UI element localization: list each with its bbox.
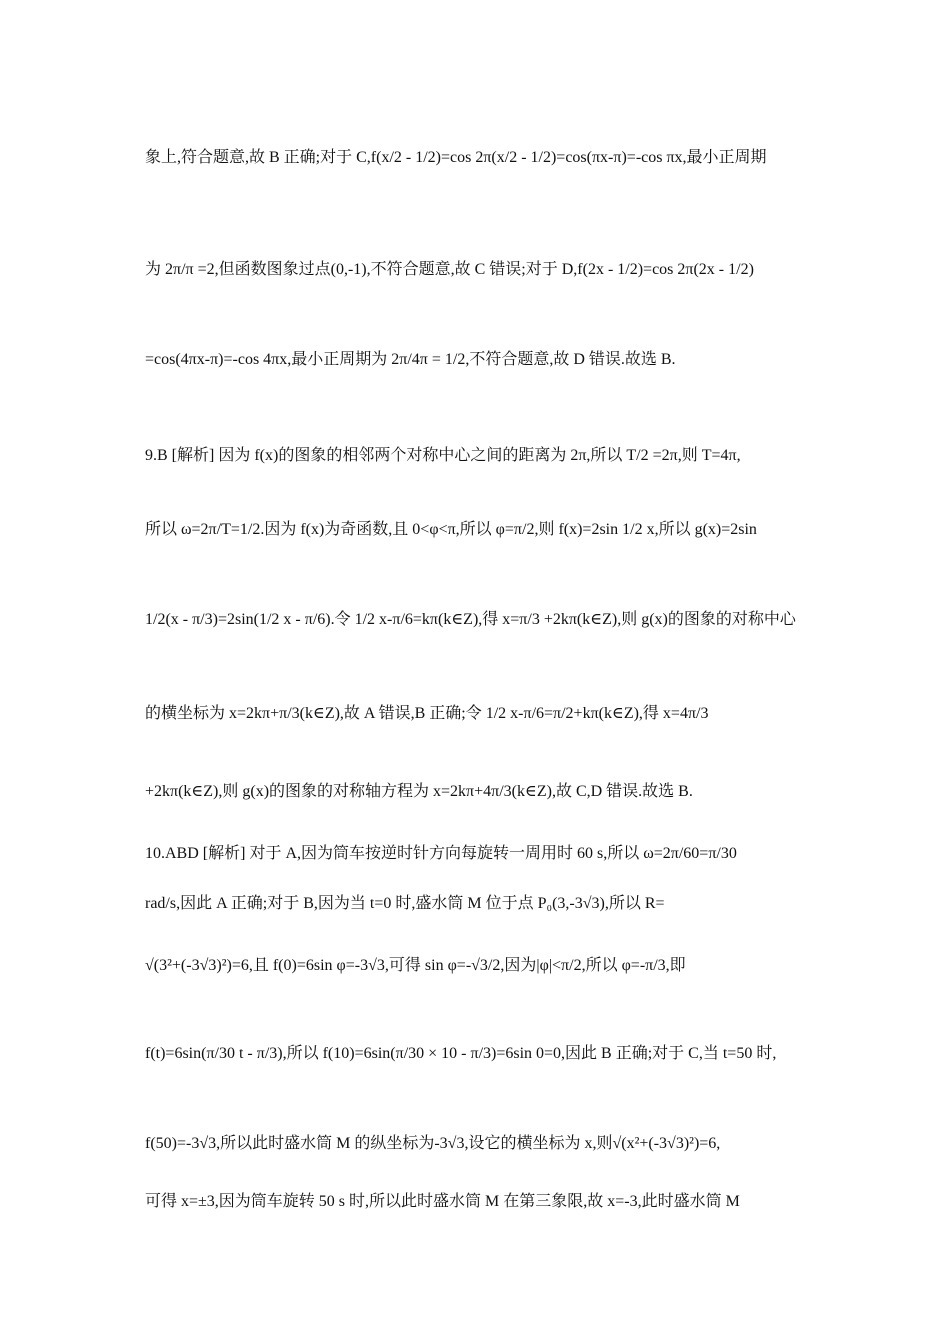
text-line-12: f(t)=6sin(π/30 t - π/3),所以 f(10)=6sin(π/30 × 10 - π/3)=6sin 0=0,因此 B 正确;对于 C,当 t=50 时, — [145, 1045, 777, 1062]
text-line-13: f(50)=-3√3,所以此时盛水筒 M 的纵坐标为-3√3,设它的横坐标为 x,则√(x²+(-3√3)²)=6, — [145, 1135, 721, 1152]
text-line-10: rad/s,因此 A 正确;对于 B,因为当 t=0 时,盛水筒 M 位于点 P₀(3,-3√3),所以 R= — [145, 895, 665, 912]
text-line-6: 1/2(x - π/3)=2sin(1/2 x - π/6).令 1/2 x-π/6=kπ(k∈Z),得 x=π/3 +2kπ(k∈Z),则 g(x)的图象的对称中心 — [145, 611, 796, 628]
text-line-7: 的横坐标为 x=2kπ+π/3(k∈Z),故 A 错误,B 正确;令 1/2 x-π/6=π/2+kπ(k∈Z),得 x=4π/3 — [145, 705, 709, 722]
text-line-1: 象上,符合题意,故 B 正确;对于 C,f(x/2 - 1/2)=cos 2π(x/2 - 1/2)=cos(πx-π)=-cos πx,最小正周期 — [145, 149, 767, 166]
text-line-4: 9.B [解析] 因为 f(x)的图象的相邻两个对称中心之间的距离为 2π,所以 T/2 =2π,则 T=4π, — [145, 447, 741, 464]
text-line-5: 所以 ω=2π/T=1/2.因为 f(x)为奇函数,且 0<φ<π,所以 φ=π/2,则 f(x)=2sin 1/2 x,所以 g(x)=2sin — [145, 521, 757, 538]
text-line-3: =cos(4πx-π)=-cos 4πx,最小正周期为 2π/4π = 1/2,不符合题意,故 D 错误.故选 B. — [145, 351, 676, 368]
text-line-8: +2kπ(k∈Z),则 g(x)的图象的对称轴方程为 x=2kπ+4π/3(k∈Z),故 C,D 错误.故选 B. — [145, 783, 693, 800]
text-line-9: 10.ABD [解析] 对于 A,因为筒车按逆时针方向每旋转一周用时 60 s,所以 ω=2π/60=π/30 — [145, 845, 737, 862]
text-line-14: 可得 x=±3,因为筒车旋转 50 s 时,所以此时盛水筒 M 在第三象限,故 x=-3,此时盛水筒 M — [145, 1193, 740, 1210]
text-line-11: √(3²+(-3√3)²)=6,且 f(0)=6sin φ=-3√3,可得 sin φ=-√3/2,因为|φ|<π/2,所以 φ=-π/3,即 — [145, 957, 686, 974]
text-line-2: 为 2π/π =2,但函数图象过点(0,-1),不符合题意,故 C 错误;对于 D,f(2x - 1/2)=cos 2π(2x - 1/2) — [145, 261, 754, 278]
